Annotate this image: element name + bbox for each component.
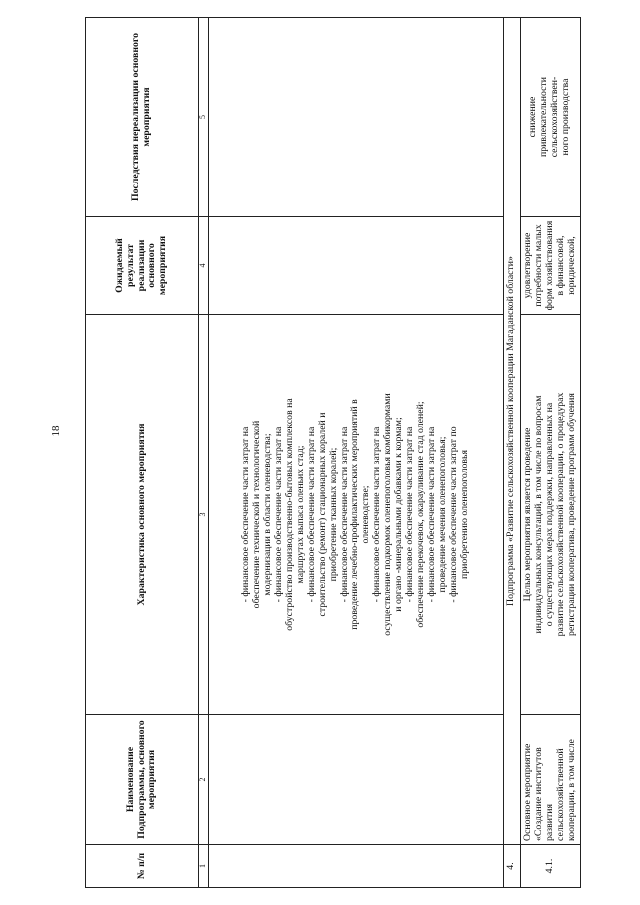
name-line: Основное мероприятие <box>521 743 533 841</box>
row-consequence-cell <box>520 18 580 217</box>
row-number: 4.1. <box>520 845 580 888</box>
events-table <box>85 17 581 888</box>
description-line: приобретению оленепоголовья <box>459 449 471 580</box>
description-line: проведение мечения оленепоголовья; <box>437 436 449 593</box>
column-number: 2 <box>199 715 209 845</box>
name-line: развития <box>543 803 555 841</box>
header-result: Ожидаемый результат реализации основного мероприятия <box>86 217 199 315</box>
description-line: - финансовое обеспечение части затрат на <box>305 426 317 603</box>
consequence-line: ного производства <box>560 78 572 156</box>
description-line: - финансовое обеспечение части затрат на <box>371 426 383 603</box>
name-line: кооперации, в том числе <box>565 739 577 841</box>
result-line: удовлетворение <box>521 232 533 299</box>
description-line: обустройство производственно-бытовых комплексов на <box>283 398 295 631</box>
result-line: потребности малых <box>532 224 544 307</box>
result-line: в финансовой, <box>554 235 566 296</box>
table-cell <box>208 715 503 845</box>
consequence-line: привлекательности <box>538 76 550 158</box>
description-line: - финансовое обеспечение части затрат на <box>272 426 284 603</box>
section-row <box>503 18 520 888</box>
row-description-cell <box>520 315 580 715</box>
header-number: № п/п <box>86 845 199 888</box>
consequence-line: сельскохозяйствен- <box>549 76 561 158</box>
rotated-table-sheet <box>85 18 577 888</box>
table-header-row <box>86 18 199 888</box>
table-cell <box>208 18 503 217</box>
page-number: 18 <box>50 425 62 437</box>
description-line: Целью мероприятия является проведение <box>521 427 533 602</box>
description-line: и органо -минеральными добавками к кормам; <box>393 417 405 612</box>
description-line: - финансовое обеспечение части затрат на <box>239 426 251 603</box>
row-result-cell <box>520 217 580 315</box>
description-line: - финансовое обеспечение части затрат на <box>404 426 416 603</box>
name-line: сельскохозяйственной <box>554 748 566 841</box>
table-cell <box>208 845 503 888</box>
description-line: - финансовое обеспечение части затрат по <box>448 426 460 603</box>
header-description: Характеристика основного мероприятия <box>86 315 199 715</box>
description-line: обеспечение перекочевок, окарауливание стад оленей; <box>415 401 427 628</box>
column-number: 5 <box>199 18 209 217</box>
header-consequences: Последствия нереализации основного мероприятия <box>86 18 199 217</box>
result-line: юридической, <box>565 236 577 295</box>
column-number-row <box>199 18 209 888</box>
consequence-line: снижение <box>527 96 539 138</box>
description-line: приобретение тканных коралей; <box>327 447 339 582</box>
description-line: строительство (ремонт) стационарных коралей и <box>316 412 328 617</box>
section-title: Подпрограмма «Развитие сельскохозяйственной кооперации Магаданской области» <box>503 18 520 845</box>
description-line: оленеводстве; <box>360 485 372 544</box>
column-number: 4 <box>199 217 209 315</box>
description-line: индивидуальных консультаций, в том числе по вопросам <box>532 395 544 634</box>
description-line: регистрации кооператива, проведение программ обучения <box>565 393 577 636</box>
description-line: модернизации в области оленеводства; <box>261 433 273 596</box>
continuation-description-cell <box>208 315 503 715</box>
column-number: 3 <box>199 315 209 715</box>
column-number: 1 <box>199 845 209 888</box>
description-line: маршрутах выпаса оленьих стад; <box>294 445 306 584</box>
row-name-cell <box>520 715 580 845</box>
description-line: обеспечение технической и технологической <box>250 420 262 609</box>
table-row-4-1 <box>520 18 580 888</box>
description-line: - финансовое обеспечение части затрат на <box>426 426 438 603</box>
description-line: осуществление подкормок оленепоголовья комбикормами <box>382 393 394 636</box>
table-row-continuation <box>208 18 503 888</box>
table-cell <box>208 217 503 315</box>
name-line: «Создание институтов <box>532 747 544 841</box>
result-line: форм хозяйствования <box>543 220 555 311</box>
section-number: 4. <box>503 845 520 888</box>
description-line: развитие сельскохозяйственной кооперации, о процедурах <box>554 392 566 637</box>
description-line: о существующих мерах поддержки, направленных на <box>543 402 555 627</box>
header-name: Наименование Подпрограммы, основного мероприятия <box>86 715 199 845</box>
description-line: проведение лечебно-профилактических мероприятий в <box>349 399 361 630</box>
description-line: - финансовое обеспечение части затрат на <box>338 426 350 603</box>
